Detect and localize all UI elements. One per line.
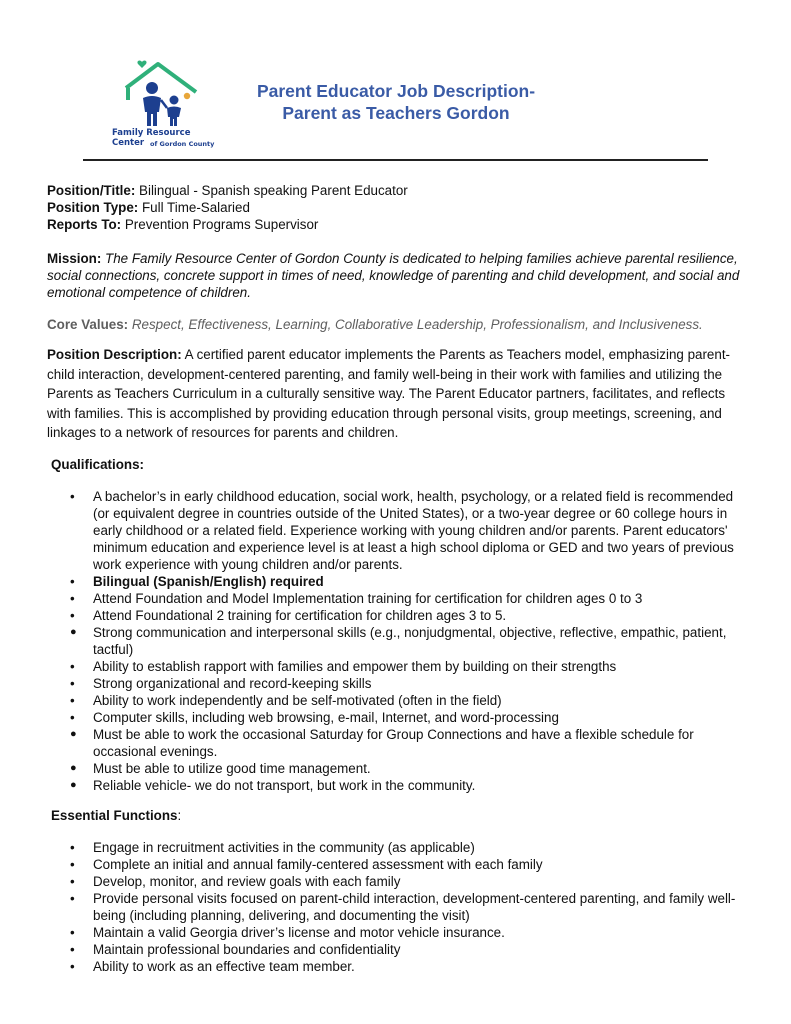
bullet-icon: • bbox=[70, 607, 75, 623]
essential-function-item bbox=[47, 924, 747, 941]
essential-functions-heading-text: Essential Functions bbox=[51, 807, 178, 823]
title-line1: Parent Educator Job Description- bbox=[256, 81, 536, 101]
essential-function-item bbox=[47, 890, 747, 924]
bullet-icon: • bbox=[70, 573, 75, 589]
essential-function-text: Engage in recruitment activities in the community (as applicable) bbox=[93, 839, 475, 855]
qualification-text: Reliable vehicle- we do not transport, but work in the community. bbox=[93, 777, 476, 793]
reports-to-value: Prevention Programs Supervisor bbox=[124, 217, 319, 232]
bullet-icon: • bbox=[70, 941, 75, 957]
document-title bbox=[236, 80, 556, 124]
qualification-item bbox=[47, 777, 747, 794]
qualification-item bbox=[47, 573, 747, 590]
position-type-value: Full Time-Salaried bbox=[142, 200, 250, 215]
essential-function-item bbox=[47, 856, 747, 873]
qualification-item bbox=[47, 658, 747, 675]
header-divider bbox=[83, 159, 708, 161]
qualification-text: Ability to work independently and be self-motivated (often in the field) bbox=[93, 692, 502, 708]
essential-function-text: Provide personal visits focused on parent-child interaction, development-centered parenting, and family well-being (including planning, delivering, and documenting the visit) bbox=[93, 890, 736, 923]
bullet-icon: • bbox=[70, 924, 75, 940]
organization-logo bbox=[112, 58, 222, 154]
qualification-text: Strong organizational and record-keeping skills bbox=[93, 675, 372, 691]
essential-functions-heading bbox=[47, 807, 747, 824]
qualification-text: Strong communication and interpersonal skills (e.g., nonjudgmental, objective, reflective, empathic, patient, tactful) bbox=[93, 624, 727, 657]
position-description-paragraph bbox=[47, 345, 747, 443]
position-type-line bbox=[47, 199, 747, 216]
bullet-icon: • bbox=[70, 590, 75, 606]
essential-function-text: Develop, monitor, and review goals with each family bbox=[93, 873, 401, 889]
bullet-icon: • bbox=[70, 692, 75, 708]
position-description-text: A certified parent educator implements the Parents as Teachers model, emphasizing parent-child interaction, development-centered parenting, and family well-being in their work with families and utilizing the Parents as Teachers Curriculum in a culturally sensitive way. The Parent Educator partners, facilitates, and reflects with families. This is accomplished by providing education through personal visits, group meetings, screening, and linkages to a network of resources for parents and children. bbox=[47, 347, 730, 440]
essential-function-text: Maintain professional boundaries and confidentiality bbox=[93, 941, 401, 957]
mission-label: Mission: bbox=[47, 251, 102, 266]
logo-name-line1: Family Resource Center bbox=[112, 128, 191, 148]
bullet-icon: ● bbox=[70, 727, 77, 740]
qualifications-list bbox=[47, 488, 747, 794]
qualification-text: Computer skills, including web browsing, e-mail, Internet, and word-processing bbox=[93, 709, 559, 725]
bullet-icon: • bbox=[70, 658, 75, 674]
qualifications-heading: Qualifications: bbox=[51, 456, 145, 472]
essential-function-text: Complete an initial and annual family-centered assessment with each family bbox=[93, 856, 543, 872]
reports-to-line bbox=[47, 216, 747, 233]
core-values-label: Core Values: bbox=[47, 317, 129, 332]
qualification-item bbox=[47, 760, 747, 777]
essential-function-item bbox=[47, 958, 747, 975]
bullet-icon: • bbox=[70, 856, 75, 872]
qualification-text: Ability to establish rapport with families and empower them by building on their strengths bbox=[93, 658, 617, 674]
document-body bbox=[47, 182, 747, 975]
bullet-icon: • bbox=[70, 488, 75, 504]
essential-functions-heading-colon: : bbox=[177, 807, 182, 823]
bullet-icon: • bbox=[70, 958, 75, 974]
qualification-item bbox=[47, 624, 747, 658]
bullet-icon: ● bbox=[70, 625, 77, 638]
reports-to-label: Reports To: bbox=[47, 217, 122, 232]
mission-text: The Family Resource Center of Gordon County is dedicated to helping families achieve parental resilience, social connections, concrete support in times of need, knowledge of parenting and child development, and social and emotional competence of children. bbox=[47, 251, 740, 300]
qualification-item bbox=[47, 692, 747, 709]
logo-name-line2: of Gordon County bbox=[150, 140, 215, 148]
bullet-icon: • bbox=[70, 873, 75, 889]
essential-function-item bbox=[47, 839, 747, 856]
position-type-label: Position Type: bbox=[47, 200, 139, 215]
essential-functions-list bbox=[47, 839, 747, 975]
essential-function-text: Ability to work as an effective team member. bbox=[93, 958, 355, 974]
position-description-label: Position Description: bbox=[47, 347, 182, 362]
bullet-icon: • bbox=[70, 890, 75, 906]
core-values-text: Respect, Effectiveness, Learning, Collaborative Leadership, Professionalism, and Inclusiveness. bbox=[131, 317, 703, 332]
qualification-text: Attend Foundation and Model Implementation training for certification for children ages 0 to 3 bbox=[93, 590, 643, 606]
core-values-paragraph bbox=[47, 316, 747, 333]
qualification-item bbox=[47, 726, 747, 760]
essential-function-text: Maintain a valid Georgia driver’s license and motor vehicle insurance. bbox=[93, 924, 505, 940]
qualification-item bbox=[47, 709, 747, 726]
qualification-item bbox=[47, 607, 747, 624]
mission-paragraph bbox=[47, 250, 747, 301]
qualification-text: A bachelor’s in early childhood education, social work, health, psychology, or a related field is recommended (or equivalent degree in countries outside of the United States), or a two-year degree or 60 college hours in early childhood or a related field. Experience working with young children and/or parents. Parent educators' minimum education and experience level is at least a high school diploma or GED and two years of previous work experience with young children and/or parents. bbox=[93, 488, 734, 572]
qualification-item bbox=[47, 488, 747, 573]
qualification-item bbox=[47, 590, 747, 607]
qualification-text: Must be able to utilize good time management. bbox=[93, 760, 371, 776]
qualification-text: Bilingual (Spanish/English) required bbox=[93, 573, 324, 589]
essential-function-item bbox=[47, 873, 747, 890]
position-title-label: Position/Title: bbox=[47, 183, 136, 198]
house-family-icon bbox=[112, 58, 222, 130]
qualification-item bbox=[47, 675, 747, 692]
position-title-value: Bilingual - Spanish speaking Parent Educator bbox=[139, 183, 408, 198]
title-line2: Parent as Teachers Gordon bbox=[282, 103, 510, 123]
qualification-text: Attend Foundational 2 training for certification for children ages 3 to 5. bbox=[93, 607, 507, 623]
bullet-icon: • bbox=[70, 709, 75, 725]
bullet-icon: • bbox=[70, 675, 75, 691]
bullet-icon: • bbox=[70, 839, 75, 855]
position-title-line bbox=[47, 182, 747, 199]
bullet-icon: ● bbox=[70, 778, 77, 791]
essential-function-item bbox=[47, 941, 747, 958]
qualification-text: Must be able to work the occasional Saturday for Group Connections and have a flexible schedule for occasional evenings. bbox=[93, 726, 694, 759]
bullet-icon: ● bbox=[70, 761, 77, 774]
